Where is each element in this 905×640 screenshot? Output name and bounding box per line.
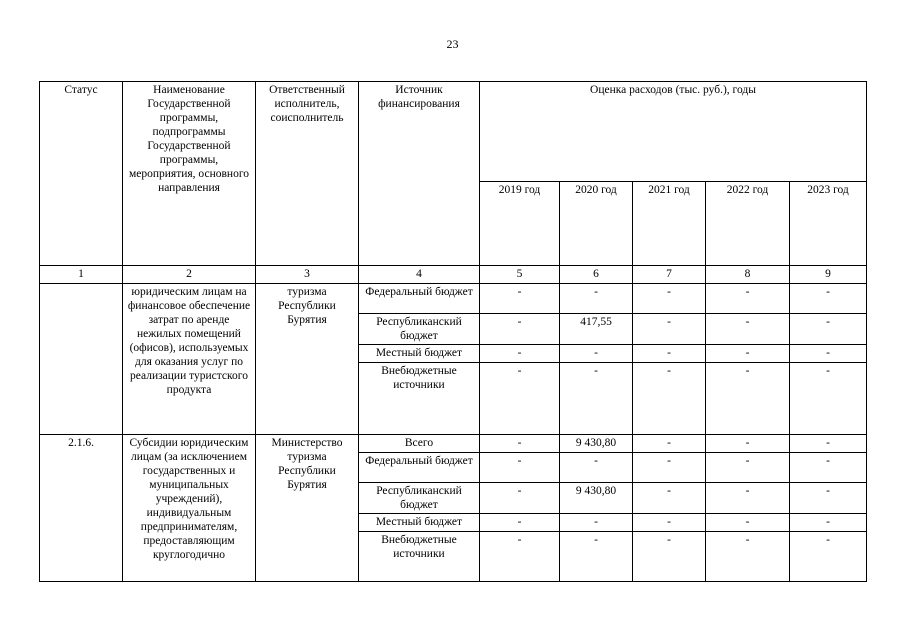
executor-cell: Министерство туризма Республики Бурятия — [256, 435, 359, 582]
value-cell: - — [560, 363, 633, 435]
header-name: Наименование Государственной программы, подпрограммы Государственной программы, мероприятия, основного направления — [123, 82, 256, 266]
value-cell: - — [706, 532, 790, 582]
value-cell: - — [560, 284, 633, 314]
header-year: 2020 год — [560, 182, 633, 266]
value-cell: - — [480, 435, 560, 453]
value-cell: - — [706, 284, 790, 314]
value-cell: - — [560, 532, 633, 582]
value-cell: - — [480, 532, 560, 582]
value-cell: - — [790, 314, 867, 345]
column-number: 2 — [123, 266, 256, 284]
value-cell: - — [480, 284, 560, 314]
table-row — [40, 284, 867, 314]
source-cell: Внебюджетные источники — [359, 363, 480, 435]
header-estimate: Оценка расходов (тыс. руб.), годы — [480, 82, 867, 182]
program-name-cell: юридическим лицам на финансовое обеспечение затрат по аренде нежилых помещений (офисов), используемых для оказания услуг по реализации туристского продукта — [123, 284, 256, 435]
program-name-cell: Субсидии юридическим лицам (за исключением государственных и муниципальных учреждений), индивидуальным предпринимателям, предоставляющим круглогодично — [123, 435, 256, 582]
value-cell: - — [633, 284, 706, 314]
value-cell: - — [633, 453, 706, 483]
value-cell: - — [480, 314, 560, 345]
value-cell: - — [790, 363, 867, 435]
value-cell: - — [706, 514, 790, 532]
header-year: 2022 год — [706, 182, 790, 266]
value-cell: - — [633, 514, 706, 532]
source-cell: Местный бюджет — [359, 514, 480, 532]
column-number: 7 — [633, 266, 706, 284]
header-year: 2021 год — [633, 182, 706, 266]
value-cell: - — [560, 345, 633, 363]
value-cell: - — [560, 514, 633, 532]
header-year: 2019 год — [480, 182, 560, 266]
status-cell — [40, 284, 123, 435]
source-cell: Внебюджетные источники — [359, 532, 480, 582]
table-row — [40, 435, 867, 453]
budget-table — [39, 81, 867, 582]
column-number-row — [40, 266, 867, 284]
value-cell: - — [633, 483, 706, 514]
column-number: 5 — [480, 266, 560, 284]
value-cell: 417,55 — [560, 314, 633, 345]
value-cell: - — [790, 483, 867, 514]
column-number: 9 — [790, 266, 867, 284]
value-cell: 9 430,80 — [560, 483, 633, 514]
value-cell: - — [480, 483, 560, 514]
source-cell: Всего — [359, 435, 480, 453]
value-cell: - — [706, 435, 790, 453]
column-number: 8 — [706, 266, 790, 284]
value-cell: - — [633, 345, 706, 363]
value-cell: - — [706, 314, 790, 345]
header-source: Источник финансирования — [359, 82, 480, 266]
header-executor: Ответственный исполнитель, соисполнитель — [256, 82, 359, 266]
column-number: 3 — [256, 266, 359, 284]
value-cell: - — [706, 345, 790, 363]
column-number: 4 — [359, 266, 480, 284]
column-number: 1 — [40, 266, 123, 284]
value-cell: - — [706, 453, 790, 483]
value-cell: - — [560, 453, 633, 483]
value-cell: - — [790, 345, 867, 363]
column-number: 6 — [560, 266, 633, 284]
page-number: 23 — [446, 37, 459, 51]
value-cell: - — [480, 363, 560, 435]
value-cell: - — [790, 435, 867, 453]
value-cell: - — [706, 363, 790, 435]
source-cell: Федеральный бюджет — [359, 453, 480, 483]
source-cell: Федеральный бюджет — [359, 284, 480, 314]
value-cell: - — [790, 453, 867, 483]
header-status: Статус — [40, 82, 123, 266]
value-cell: - — [633, 435, 706, 453]
value-cell: - — [790, 514, 867, 532]
value-cell: - — [480, 453, 560, 483]
source-cell: Республиканский бюджет — [359, 314, 480, 345]
value-cell: - — [633, 363, 706, 435]
value-cell: - — [706, 483, 790, 514]
value-cell: - — [633, 314, 706, 345]
executor-cell: туризма Республики Бурятия — [256, 284, 359, 435]
value-cell: - — [790, 532, 867, 582]
value-cell: 9 430,80 — [560, 435, 633, 453]
value-cell: - — [480, 345, 560, 363]
value-cell: - — [633, 532, 706, 582]
value-cell: - — [790, 284, 867, 314]
status-cell: 2.1.6. — [40, 435, 123, 582]
value-cell: - — [480, 514, 560, 532]
header-row — [40, 82, 867, 182]
header-year: 2023 год — [790, 182, 867, 266]
source-cell: Республиканский бюджет — [359, 483, 480, 514]
source-cell: Местный бюджет — [359, 345, 480, 363]
